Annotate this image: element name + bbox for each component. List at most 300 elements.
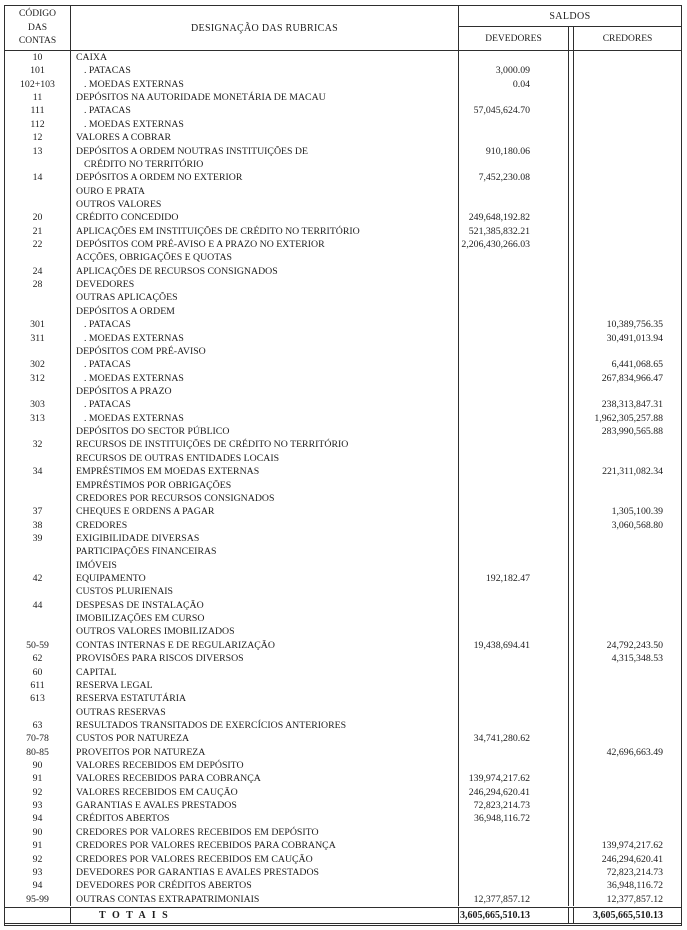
credores-value-cell: 238,313,847.31 — [601, 399, 663, 411]
devedores-value-cell — [459, 853, 569, 866]
account-code-cell: 92 — [5, 853, 71, 866]
credores-value-cell: 30,491,013.94 — [606, 332, 663, 344]
credores-value-cell — [574, 479, 681, 492]
devedores-value-cell: 139,974,217.62 — [459, 772, 569, 785]
account-code-cell: 101 — [5, 64, 71, 77]
devedores-value-cell: 19,438,694.41 — [459, 639, 569, 652]
saldos-subheaders — [459, 27, 681, 50]
devedores-value-cell — [459, 585, 569, 598]
designation-cell: OUTRAS RESERVAS — [71, 706, 459, 719]
account-code-cell — [5, 625, 71, 638]
devedores-value-cell — [459, 479, 569, 492]
account-code-cell: 92 — [5, 786, 71, 799]
account-code-cell — [5, 585, 71, 598]
account-code-cell: 302 — [5, 358, 71, 371]
credores-value-cell: 6,441,068.65 — [611, 359, 663, 371]
account-code-cell: 313 — [5, 412, 71, 425]
table-row — [5, 145, 681, 158]
designation-cell: CHEQUES E ORDENS A PAGAR — [71, 505, 459, 518]
designation-cell: EXIGIBILIDADE DIVERSAS — [71, 532, 459, 545]
devedores-value-cell — [459, 345, 569, 358]
designation-cell: CUSTOS PLURIENAIS — [71, 585, 459, 598]
devedores-value-cell — [459, 412, 569, 425]
designation-cell: OUTRAS APLICAÇÕES — [71, 291, 459, 304]
credores-value-cell: 42,696,663.49 — [606, 746, 663, 758]
table-row — [5, 104, 681, 117]
devedores-value-cell — [459, 599, 569, 612]
credores-value-cell — [574, 158, 681, 171]
designation-cell: OUTRAS CONTAS EXTRAPATRIMONIAIS — [71, 893, 459, 906]
account-code-cell: 38 — [5, 519, 71, 532]
table-row — [5, 559, 681, 572]
designation-cell: CRÉDITOS ABERTOS — [71, 812, 459, 825]
account-code-cell: 12 — [5, 131, 71, 144]
account-code-cell: 42 — [5, 572, 71, 585]
devedores-value-cell — [459, 425, 569, 438]
account-code-cell: 93 — [5, 866, 71, 879]
account-code-cell: 80-85 — [5, 746, 71, 759]
devedores-value-cell — [459, 305, 569, 318]
designation-cell: VALORES RECEBIDOS EM CAUÇÃO — [71, 786, 459, 799]
account-code-cell: 34 — [5, 465, 71, 478]
devedores-value-cell — [459, 185, 569, 198]
table-row — [5, 131, 681, 144]
designation-cell: GARANTIAS E AVALES PRESTADOS — [71, 799, 459, 812]
code-header-line-2: DAS — [27, 22, 47, 33]
table-row — [5, 532, 681, 545]
devedores-value-cell — [459, 746, 569, 759]
credores-value-cell — [574, 692, 681, 705]
credores-value-cell — [574, 131, 681, 144]
credores-value-cell: 283,990,565.88 — [601, 426, 663, 438]
designation-cell: RECURSOS DE INSTITUIÇÕES DE CRÉDITO NO TERRITÓRIO — [71, 438, 459, 451]
devedores-value-cell — [459, 692, 569, 705]
devedores-value-cell — [459, 265, 569, 278]
devedores-value-cell: 521,385,832.21 — [459, 225, 569, 238]
credores-value-cell — [574, 211, 681, 224]
credores-value-cell — [574, 91, 681, 104]
devedores-value-cell: 2,206,430,266.03 — [459, 238, 569, 251]
designation-cell: CUSTOS POR NATUREZA — [71, 732, 459, 745]
table-row — [5, 826, 681, 839]
account-code-cell: 301 — [5, 318, 71, 331]
credores-value-cell — [574, 532, 681, 545]
designation-cell: RESERVA LEGAL — [71, 679, 459, 692]
account-code-cell — [5, 545, 71, 558]
designation-cell: RESULTADOS TRANSITADOS DE EXERCÍCIOS ANTERIORES — [71, 719, 459, 732]
devedores-value-cell — [459, 666, 569, 679]
devedores-value-cell — [459, 719, 569, 732]
table-row — [5, 332, 681, 345]
credores-value-cell — [574, 812, 681, 825]
credores-value-cell: 139,974,217.62 — [601, 840, 663, 852]
account-code-cell — [5, 452, 71, 465]
designation-cell: CREDORES POR RECURSOS CONSIGNADOS — [71, 492, 459, 505]
credores-value-cell — [574, 732, 681, 745]
devedores-value-cell — [459, 398, 569, 411]
devedores-value-cell — [459, 438, 569, 451]
credores-value-cell — [574, 118, 681, 131]
devedores-value-cell — [459, 198, 569, 211]
designation-cell: DEVEDORES POR GARANTIAS E AVALES PRESTADOS — [71, 866, 459, 879]
credores-value-cell — [574, 385, 681, 398]
designation-cell: DEPÓSITOS A ORDEM NOUTRAS INSTITUIÇÕES DE — [71, 145, 459, 158]
table-row — [5, 238, 681, 251]
devedores-value-cell — [459, 759, 569, 772]
designation-cell: DEPÓSITOS A ORDEM — [71, 305, 459, 318]
designation-cell: CREDORES POR VALORES RECEBIDOS EM CAUÇÃO — [71, 853, 459, 866]
devedores-value-cell: 246,294,620.41 — [459, 786, 569, 799]
devedores-value-cell — [459, 452, 569, 465]
credores-value-cell — [574, 64, 681, 77]
credores-value-cell — [574, 612, 681, 625]
table-row — [5, 171, 681, 184]
designation-cell: APLICAÇÕES DE RECURSOS CONSIGNADOS — [71, 265, 459, 278]
devedores-value-cell — [459, 625, 569, 638]
designation-cell: CRÉDITO CONCEDIDO — [71, 211, 459, 224]
credores-value-cell — [574, 679, 681, 692]
devedores-value-cell — [459, 559, 569, 572]
credores-value-cell — [574, 198, 681, 211]
table-row — [5, 438, 681, 451]
account-code-cell: 95-99 — [5, 893, 71, 906]
devedores-value-cell — [459, 158, 569, 171]
designation-cell: . PATACAS — [71, 104, 459, 117]
designation-cell: . MOEDAS EXTERNAS — [71, 412, 459, 425]
designation-cell: CAIXA — [71, 51, 459, 64]
table-row — [5, 853, 681, 866]
devedores-value-cell: 57,045,624.70 — [459, 104, 569, 117]
account-code-cell: 312 — [5, 372, 71, 385]
designation-cell: PROVISÕES PARA RISCOS DIVERSOS — [71, 652, 459, 665]
devedores-value-cell: 36,948,116.72 — [459, 812, 569, 825]
credores-value-cell — [574, 599, 681, 612]
credores-value-cell: 10,389,756.35 — [606, 319, 663, 331]
credores-value-cell: 1,962,305,257.88 — [594, 412, 663, 424]
designation-cell: VALORES RECEBIDOS PARA COBRANÇA — [71, 772, 459, 785]
account-code-cell: 11 — [5, 91, 71, 104]
table-row — [5, 719, 681, 732]
devedores-value-cell — [459, 652, 569, 665]
devedores-value-cell: 910,180.06 — [459, 145, 569, 158]
devedores-value-cell — [459, 372, 569, 385]
credores-value-cell: 221,311,082.34 — [602, 466, 663, 478]
account-code-cell: 28 — [5, 278, 71, 291]
account-code-cell: 613 — [5, 692, 71, 705]
credores-value-cell: 267,834,966.47 — [601, 372, 663, 384]
devedores-value-cell — [459, 519, 569, 532]
table-row — [5, 652, 681, 665]
designation-cell: . PATACAS — [71, 358, 459, 371]
devedores-value-cell: 3,000.09 — [459, 64, 569, 77]
totals-devedores-value: 3,605,665,510.13 — [459, 908, 569, 923]
credores-value-cell — [574, 291, 681, 304]
credores-value-cell: 24,792,243.50 — [606, 639, 663, 651]
table-row — [5, 666, 681, 679]
devedores-value-cell — [459, 492, 569, 505]
designation-cell: OUTROS VALORES — [71, 198, 459, 211]
account-code-cell: 50-59 — [5, 639, 71, 652]
designation-cell: . PATACAS — [71, 318, 459, 331]
devedores-column-header: DEVEDORES — [459, 27, 569, 50]
devedores-value-cell — [459, 866, 569, 879]
credores-value-cell — [574, 238, 681, 251]
table-row — [5, 839, 681, 852]
devedores-value-cell — [459, 532, 569, 545]
table-row — [5, 452, 681, 465]
table-row — [5, 692, 681, 705]
devedores-value-cell — [459, 91, 569, 104]
account-code-cell: 37 — [5, 505, 71, 518]
account-code-cell: 32 — [5, 438, 71, 451]
designation-cell: PROVEITOS POR NATUREZA — [71, 746, 459, 759]
designation-cell: EQUIPAMENTO — [71, 572, 459, 585]
table-row — [5, 679, 681, 692]
credores-value-cell — [574, 438, 681, 451]
credores-value-cell — [574, 171, 681, 184]
designation-cell: IMÓVEIS — [71, 559, 459, 572]
credores-value-cell: 36,948,116.72 — [607, 880, 663, 892]
table-row — [5, 612, 681, 625]
credores-value-cell — [574, 625, 681, 638]
account-code-cell: 22 — [5, 238, 71, 251]
account-code-cell: 24 — [5, 265, 71, 278]
designation-cell: CONTAS INTERNAS E DE REGULARIZAÇÃO — [71, 639, 459, 652]
devedores-value-cell — [459, 545, 569, 558]
designation-cell: ACÇÕES, OBRIGAÇÕES E QUOTAS — [71, 251, 459, 264]
table-row — [5, 118, 681, 131]
account-code-cell: 44 — [5, 599, 71, 612]
devedores-value-cell — [459, 465, 569, 478]
table-row — [5, 278, 681, 291]
designation-cell: DEPÓSITOS NA AUTORIDADE MONETÁRIA DE MACAU — [71, 91, 459, 104]
devedores-value-cell — [459, 612, 569, 625]
table-row — [5, 198, 681, 211]
table-row — [5, 211, 681, 224]
designation-cell: CREDORES — [71, 519, 459, 532]
table-row — [5, 505, 681, 518]
table-row — [5, 158, 681, 171]
account-code-cell: 91 — [5, 772, 71, 785]
table-row — [5, 893, 681, 906]
devedores-value-cell — [459, 679, 569, 692]
table-row — [5, 706, 681, 719]
credores-column-header: CREDORES — [602, 33, 653, 44]
table-row — [5, 251, 681, 264]
table-row — [5, 812, 681, 825]
designation-cell: RESERVA ESTATUTÁRIA — [71, 692, 459, 705]
account-code-cell — [5, 158, 71, 171]
devedores-value-cell — [459, 251, 569, 264]
account-code-cell — [5, 251, 71, 264]
account-code-cell — [5, 198, 71, 211]
devedores-value-cell — [459, 839, 569, 852]
totals-label: T O T A I S — [71, 908, 459, 923]
table-row — [5, 772, 681, 785]
table-row — [5, 746, 681, 759]
table-row — [5, 572, 681, 585]
credores-value-cell — [574, 772, 681, 785]
account-code-cell — [5, 345, 71, 358]
designation-cell: . PATACAS — [71, 64, 459, 77]
account-code-cell: 14 — [5, 171, 71, 184]
account-code-cell: 102+103 — [5, 78, 71, 91]
account-code-cell — [5, 612, 71, 625]
account-code-cell — [5, 305, 71, 318]
designation-cell: DEPÓSITOS A PRAZO — [71, 385, 459, 398]
account-code-cell: 94 — [5, 812, 71, 825]
table-row — [5, 345, 681, 358]
table-row — [5, 866, 681, 879]
devedores-value-cell — [459, 291, 569, 304]
account-code-cell: 13 — [5, 145, 71, 158]
credores-value-cell: 246,294,620.41 — [601, 853, 663, 865]
account-code-cell: 94 — [5, 879, 71, 892]
totals-row — [5, 907, 681, 924]
table-row — [5, 492, 681, 505]
designation-cell: . MOEDAS EXTERNAS — [71, 118, 459, 131]
table-row — [5, 545, 681, 558]
saldos-header: SALDOS — [459, 6, 681, 27]
credores-value-cell — [574, 786, 681, 799]
credores-value-cell — [574, 145, 681, 158]
table-row — [5, 225, 681, 238]
devedores-value-cell — [459, 358, 569, 371]
balance-sheet-table — [4, 5, 682, 926]
designation-cell: DEPÓSITOS DO SECTOR PÚBLICO — [71, 425, 459, 438]
credores-value-cell — [574, 719, 681, 732]
account-code-cell: 90 — [5, 759, 71, 772]
account-code-cell — [5, 185, 71, 198]
account-code-cell: 63 — [5, 719, 71, 732]
table-row — [5, 291, 681, 304]
designation-cell: VALORES RECEBIDOS EM DEPÓSITO — [71, 759, 459, 772]
designation-cell: OURO E PRATA — [71, 185, 459, 198]
credores-value-cell — [574, 545, 681, 558]
designation-cell: DEPÓSITOS COM PRÉ-AVISO E A PRAZO NO EXTERIOR — [71, 238, 459, 251]
credores-value-cell: 4,315,348.53 — [611, 653, 663, 665]
credores-value-cell — [574, 492, 681, 505]
account-code-cell — [5, 559, 71, 572]
credores-value-cell — [574, 251, 681, 264]
table-row — [5, 879, 681, 892]
devedores-value-cell — [459, 131, 569, 144]
table-row — [5, 519, 681, 532]
devedores-value-cell — [459, 505, 569, 518]
account-code-cell: 303 — [5, 398, 71, 411]
devedores-value-cell: 249,648,192.82 — [459, 211, 569, 224]
table-row — [5, 585, 681, 598]
table-body — [5, 51, 681, 907]
account-code-cell: 611 — [5, 679, 71, 692]
designation-cell: VALORES A COBRAR — [71, 131, 459, 144]
designation-cell: CREDORES POR VALORES RECEBIDOS EM DEPÓSITO — [71, 826, 459, 839]
credores-value-cell — [574, 51, 681, 64]
account-code-cell — [5, 479, 71, 492]
code-header-line-3: CONTAS — [18, 36, 57, 46]
table-row — [5, 265, 681, 278]
account-code-cell — [5, 385, 71, 398]
account-code-cell — [5, 291, 71, 304]
devedores-value-cell — [459, 826, 569, 839]
table-row — [5, 759, 681, 772]
account-code-cell: 111 — [5, 104, 71, 117]
table-row — [5, 799, 681, 812]
credores-value-cell: 3,060,568.80 — [611, 519, 663, 531]
credores-value-cell — [574, 345, 681, 358]
account-code-cell: 20 — [5, 211, 71, 224]
credores-value-cell — [574, 826, 681, 839]
devedores-value-cell: 7,452,230.08 — [459, 171, 569, 184]
totals-credores-value: 3,605,665,510.13 — [593, 910, 663, 921]
account-code-cell — [5, 492, 71, 505]
code-header-line-1: CÓDIGO — [19, 9, 56, 19]
table-row — [5, 51, 681, 64]
table-row — [5, 64, 681, 77]
designation-cell: APLICAÇÕES EM INSTITUIÇÕES DE CRÉDITO NO TERRITÓRIO — [71, 225, 459, 238]
code-column-header — [5, 6, 71, 50]
credores-value-cell — [574, 706, 681, 719]
account-code-cell: 10 — [5, 51, 71, 64]
designation-cell: EMPRÉSTIMOS POR OBRIGAÇÕES — [71, 479, 459, 492]
table-row — [5, 91, 681, 104]
devedores-value-cell — [459, 318, 569, 331]
totals-code-cell — [5, 908, 71, 923]
devedores-value-cell — [459, 332, 569, 345]
designation-cell: EMPRÉSTIMOS EM MOEDAS EXTERNAS — [71, 465, 459, 478]
designation-cell: . MOEDAS EXTERNAS — [71, 78, 459, 91]
table-row — [5, 412, 681, 425]
designation-cell: IMOBILIZAÇÕES EM CURSO — [71, 612, 459, 625]
credores-value-cell — [574, 265, 681, 278]
designation-cell: . MOEDAS EXTERNAS — [71, 332, 459, 345]
devedores-value-cell: 72,823,214.73 — [459, 799, 569, 812]
table-row — [5, 425, 681, 438]
devedores-value-cell — [459, 278, 569, 291]
designation-cell: CREDORES POR VALORES RECEBIDOS PARA COBRANÇA — [71, 839, 459, 852]
designation-cell: RECURSOS DE OUTRAS ENTIDADES LOCAIS — [71, 452, 459, 465]
bottom-margin — [5, 924, 681, 925]
devedores-value-cell: 0.04 — [459, 78, 569, 91]
devedores-value-cell — [459, 706, 569, 719]
credores-value-cell: 72,823,214.73 — [606, 866, 663, 878]
credores-value-cell: 12,377,857.12 — [606, 893, 663, 905]
table-row — [5, 78, 681, 91]
table-row — [5, 185, 681, 198]
table-row — [5, 385, 681, 398]
designation-cell: OUTROS VALORES IMOBILIZADOS — [71, 625, 459, 638]
account-code-cell: 90 — [5, 826, 71, 839]
credores-value-cell — [574, 185, 681, 198]
table-row — [5, 639, 681, 652]
designation-cell: DEVEDORES — [71, 278, 459, 291]
credores-value-cell — [574, 104, 681, 117]
devedores-value-cell: 12,377,857.12 — [459, 893, 569, 906]
credores-value-cell — [574, 666, 681, 679]
credores-value-cell — [574, 585, 681, 598]
designation-cell: . PATACAS — [71, 398, 459, 411]
credores-value-cell — [574, 799, 681, 812]
account-code-cell: 62 — [5, 652, 71, 665]
account-code-cell — [5, 425, 71, 438]
devedores-value-cell: 34,741,280.62 — [459, 732, 569, 745]
table-row — [5, 358, 681, 371]
table-row — [5, 305, 681, 318]
credores-value-cell — [574, 305, 681, 318]
account-code-cell: 311 — [5, 332, 71, 345]
designation-cell: DESPESAS DE INSTALAÇÃO — [71, 599, 459, 612]
designation-cell: DEPÓSITOS A ORDEM NO EXTERIOR — [71, 171, 459, 184]
